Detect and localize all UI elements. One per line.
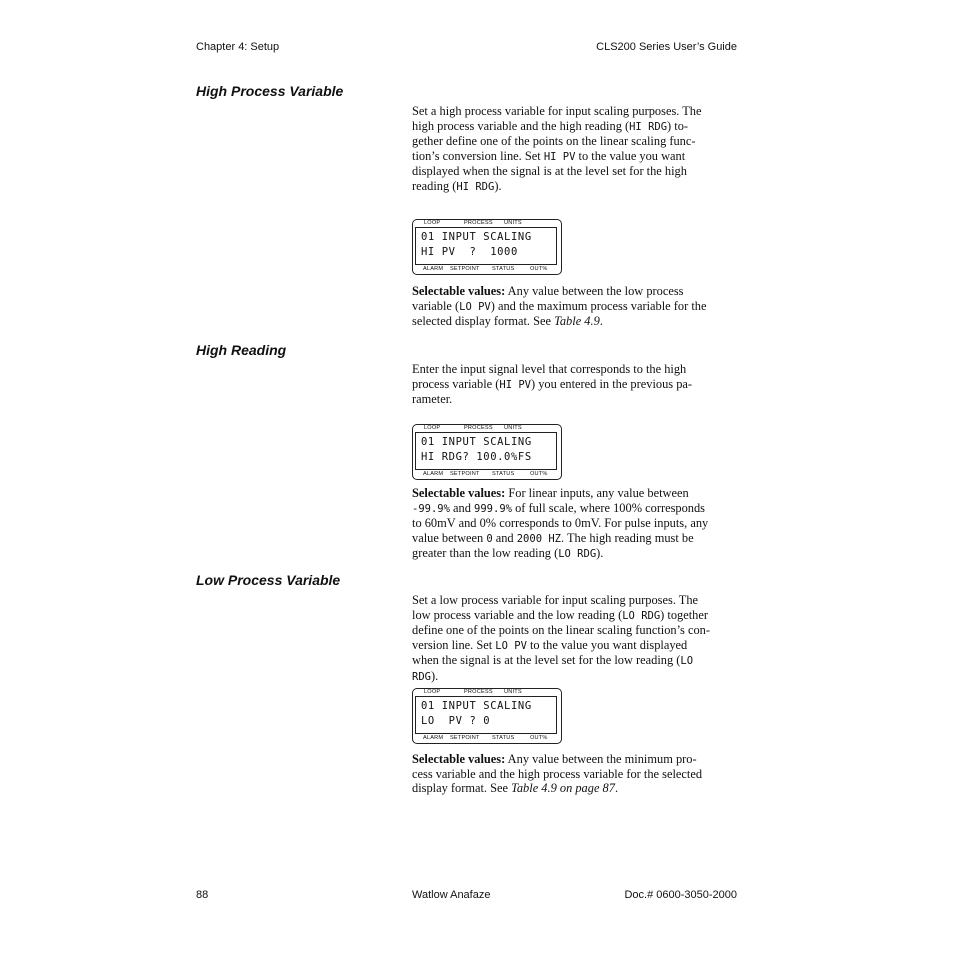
- lcd-indicator-label: PROCESS: [464, 220, 493, 226]
- text-line: tion’s conversion line. Set HI PV to the value you want: [412, 148, 686, 163]
- section-intro: [412, 362, 742, 407]
- lcd-text-line: HI RDG? 100.0%FS: [421, 451, 532, 463]
- lcd-indicator-label: ALARM: [423, 735, 444, 741]
- lcd-indicator-label: UNITS: [504, 689, 522, 695]
- selectable-values-paragraph: [412, 284, 742, 329]
- text-line: -99.9% and 999.9% of full scale, where 100% corresponds: [412, 500, 705, 515]
- text-line: rameter.: [412, 392, 453, 407]
- lcd-indicator-label: LOOP: [424, 425, 441, 431]
- section-heading: Low Process Variable: [196, 572, 341, 588]
- text-line: RDG).: [412, 668, 439, 683]
- section-heading: High Reading: [196, 342, 287, 358]
- text-line: displayed when the signal is at the level set for the high: [412, 164, 687, 179]
- text-line: gether define one of the points on the linear scaling func-: [412, 134, 696, 149]
- text-line: high process variable and the high reading (HI RDG) to-: [412, 118, 689, 133]
- footer-doc-number: Doc.# 0600-3050-2000: [624, 889, 737, 901]
- text-line: value between 0 and 2000 HZ. The high reading must be: [412, 530, 694, 545]
- text-line: low process variable and the low reading (LO RDG) together: [412, 607, 708, 622]
- text-line: Set a high process variable for input scaling purposes. The: [412, 104, 702, 118]
- text-line: display format. See Table 4.9 on page 87.: [412, 781, 619, 796]
- lcd-indicator-label: OUT%: [530, 266, 548, 272]
- lcd-text-line: 01 INPUT SCALING: [421, 436, 532, 448]
- text-line: variable (LO PV) and the maximum process variable for the: [412, 298, 707, 313]
- text-line: greater than the low reading (LO RDG).: [412, 546, 604, 561]
- lcd-indicator-label: PROCESS: [464, 425, 493, 431]
- lcd-indicator-label: LOOP: [424, 689, 441, 695]
- lcd-indicator-label: UNITS: [504, 220, 522, 226]
- selectable-values-paragraph: [412, 486, 742, 562]
- selectable-values-paragraph: [412, 752, 742, 796]
- page-number: 88: [196, 889, 209, 901]
- lcd-indicator-label: ALARM: [423, 471, 444, 477]
- running-header-chapter: Chapter 4: Setup: [196, 41, 280, 53]
- text-line: reading (HI RDG).: [412, 178, 502, 193]
- lcd-indicator-label: STATUS: [492, 735, 515, 741]
- text-line: version line. Set LO PV to the value you want displayed: [412, 637, 688, 652]
- text-line: selected display format. See Table 4.9.: [412, 314, 603, 329]
- lcd-text-line: HI PV ? 1000: [421, 246, 518, 258]
- text-line: define one of the points on the linear scaling function’s con-: [412, 623, 710, 638]
- running-header-guide-title: CLS200 Series User’s Guide: [596, 41, 737, 53]
- lcd-indicator-label: SETPOINT: [450, 471, 480, 477]
- text-line: Enter the input signal level that corresponds to the high: [412, 362, 687, 376]
- lcd-indicator-label: OUT%: [530, 471, 548, 477]
- text-line: cess variable and the high process variable for the selected: [412, 766, 703, 781]
- section-intro: [412, 104, 742, 195]
- text-line: when the signal is at the level set for the low reading (LO: [412, 653, 694, 668]
- lcd-indicator-label: ALARM: [423, 266, 444, 272]
- text-line: to 60mV and 0% corresponds to 0mV. For pulse inputs, any: [412, 516, 709, 531]
- lcd-display: [412, 688, 562, 743]
- lcd-indicator-label: LOOP: [424, 220, 441, 226]
- lcd-display: [412, 424, 562, 479]
- section-intro: [412, 593, 742, 685]
- lcd-indicator-label: PROCESS: [464, 689, 493, 695]
- footer-publisher: Watlow Anafaze: [412, 889, 491, 901]
- section-heading: High Process Variable: [196, 83, 344, 99]
- text-line: Selectable values: Any value between the low process: [412, 284, 684, 298]
- lcd-indicator-label: SETPOINT: [450, 735, 480, 741]
- text-line: process variable (HI PV) you entered in the previous pa-: [412, 376, 693, 391]
- lcd-text-line: 01 INPUT SCALING: [421, 700, 532, 712]
- text-line: Selectable values: For linear inputs, any value between: [412, 486, 689, 500]
- text-line: Set a low process variable for input scaling purposes. The: [412, 593, 699, 607]
- lcd-indicator-label: STATUS: [492, 266, 515, 272]
- lcd-text-line: 01 INPUT SCALING: [421, 231, 532, 243]
- lcd-display: [412, 219, 562, 274]
- lcd-indicator-label: UNITS: [504, 425, 522, 431]
- lcd-indicator-label: STATUS: [492, 471, 515, 477]
- text-line: Selectable values: Any value between the minimum pro-: [412, 752, 697, 766]
- lcd-indicator-label: OUT%: [530, 735, 548, 741]
- lcd-indicator-label: SETPOINT: [450, 266, 480, 272]
- lcd-text-line: LO PV ? 0: [421, 715, 491, 727]
